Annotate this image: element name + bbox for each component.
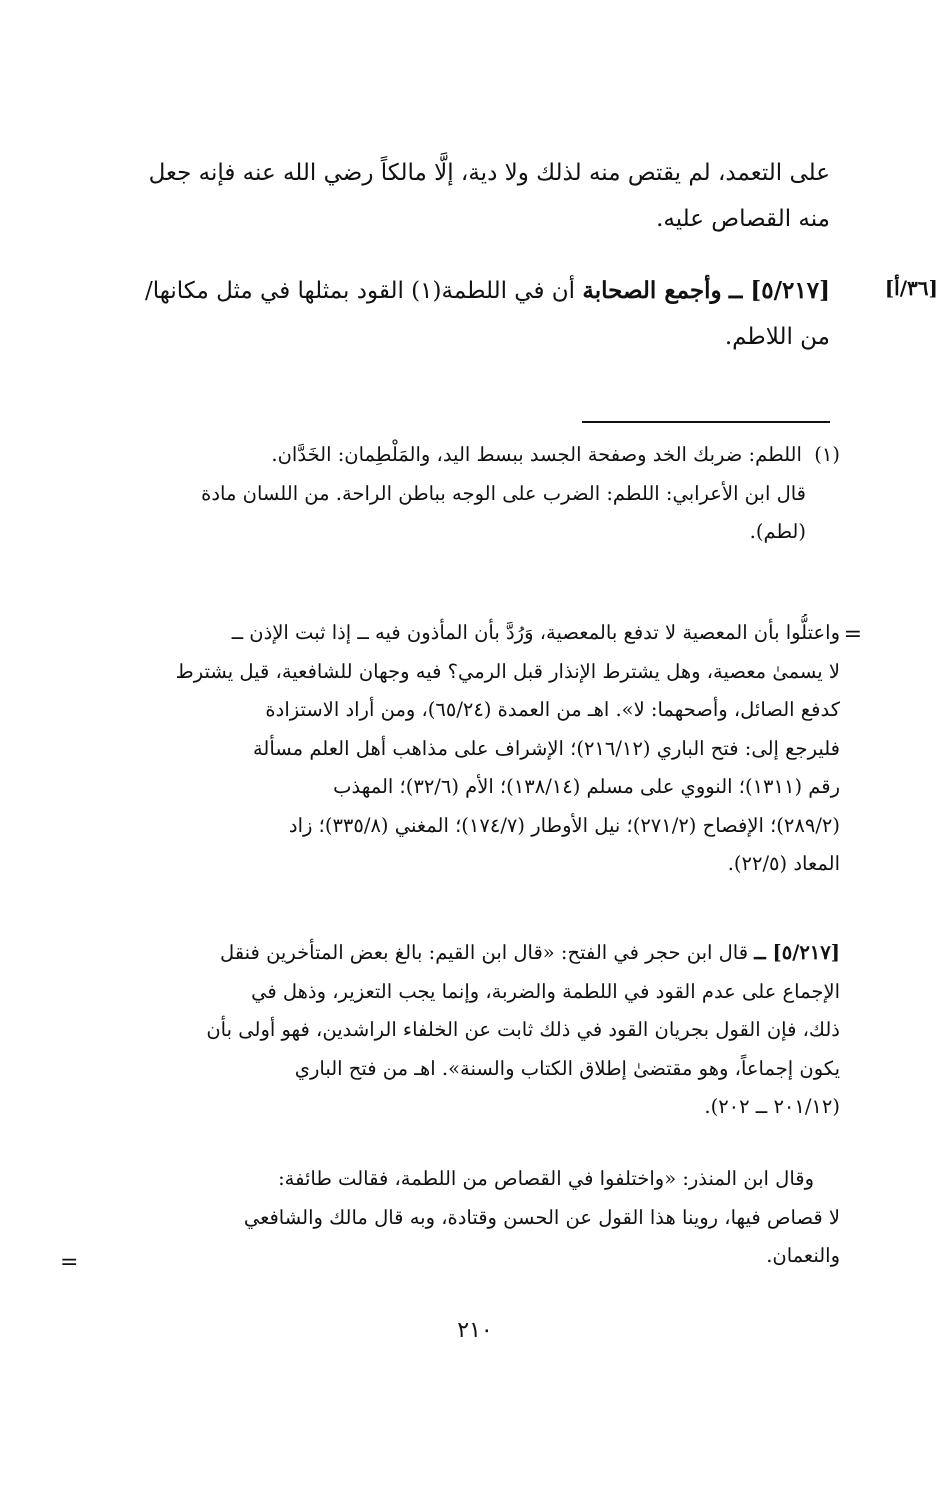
margin-folio-reference: [٣٦/أ] xyxy=(884,276,938,300)
text-line xyxy=(110,268,830,314)
text-line: منه القصاص عليه. xyxy=(656,206,830,232)
commentary-line: فليرجع إلى: فتح الباري (٢١٦/١٢)؛ الإشراف على مذاهب أهل العلم مسألة xyxy=(252,736,840,760)
main-paragraph-2 xyxy=(110,268,830,360)
commentary-line: لا يسمىٰ معصية، وهل يشترط الإنذار قبل الرمي؟ فيه وجهان للشافعية، قيل يشترط xyxy=(175,659,840,683)
section-number: [٥/٢١٧] ــ xyxy=(728,277,830,304)
commentary-line: (٢٠١/١٢ ــ ٢٠٢). xyxy=(704,1095,840,1118)
text-run: قال ابن حجر في الفتح: «قال ابن القيم: بالغ بعض المتأخرين فنقل xyxy=(220,941,749,964)
footnote-number: (١) xyxy=(814,443,840,466)
footnote-1 xyxy=(110,436,840,552)
commentary-paragraph-1 xyxy=(110,614,840,884)
commentary-line: لا قصاص فيها، روينا هذا القول عن الحسن وقتادة، وبه قال مالك والشافعي xyxy=(243,1205,840,1229)
commentary-line: رقم (١٣١١)؛ النووي على مسلم (١٣٨/١٤)؛ الأم (٣٢/٦)؛ المهذب xyxy=(333,775,840,798)
commentary-paragraph-2 xyxy=(110,934,840,1127)
commentary-line: واعتلُّوا بأن المعصية لا تدفع بالمعصية، وَرُدَّ بأن المأذون فيه ــ إذا ثبت الإذن ــ xyxy=(231,621,840,644)
commentary-line: (٢٨٩/٢)؛ الإفصاح (٢٧١/٢)؛ نيل الأوطار (١٧٤/٧)؛ المغني (٣٣٥/٨)؛ زاد xyxy=(288,813,840,837)
bold-phrase: وأجمع الصحابة xyxy=(582,277,722,304)
commentary-line: والنعمان. xyxy=(766,1244,840,1267)
commentary-line: وقال ابن المنذر: «واختلفوا في القصاص من اللطمة، فقالت طائفة: xyxy=(278,1167,814,1190)
continuation-mark-end: = xyxy=(60,1250,79,1275)
page-number: ٢١٠ xyxy=(457,1318,493,1343)
footnote-text: اللطم: ضربك الخد وصفحة الجسد ببسط اليد، والمَلْطِمان: الخَدَّان. xyxy=(271,443,802,466)
text-line: على التعمد، لم يقتص منه لذلك ولا دية، إلَّا مالكاً رضي الله عنه فإنه جعل xyxy=(148,160,830,186)
footnote-line: قال ابن الأعرابي: اللطم: الضرب على الوجه بباطن الراحة. من اللسان مادة xyxy=(201,481,806,505)
text-run: أن في اللطمة(١) القود بمثلها في مثل مكانها/ xyxy=(144,278,576,304)
text-line: من اللاطم. xyxy=(724,324,830,350)
commentary-line xyxy=(110,934,840,973)
main-paragraph-1 xyxy=(110,150,830,242)
footnote-line: (لطم). xyxy=(749,520,806,543)
commentary-line: ذلك، فإن القول بجريان القود في ذلك ثابت عن الخلفاء الراشدين، فهو أولى بأن xyxy=(206,1018,840,1041)
continuation-mark: = xyxy=(843,622,862,647)
section-number: [٥/٢١٧] ــ xyxy=(754,941,840,964)
commentary-paragraph-3 xyxy=(110,1160,840,1276)
commentary-line: الإجماع على عدم القود في اللطمة والضربة، وإنما يجب التعزير، وذهل في xyxy=(251,979,840,1003)
commentary-line: يكون إجماعاً، وهو مقتضىٰ إطلاق الكتاب والسنة». اهـ من فتح الباري xyxy=(294,1056,840,1080)
footnote-line xyxy=(110,436,840,475)
commentary-line: كدفع الصائل، وأصحهما: لا». اهـ من العمدة (٦٥/٢٤)، ومن أراد الاستزادة xyxy=(265,698,840,721)
commentary-line: المعاد (٢٢/٥). xyxy=(727,852,840,875)
footnote-separator xyxy=(582,421,830,423)
